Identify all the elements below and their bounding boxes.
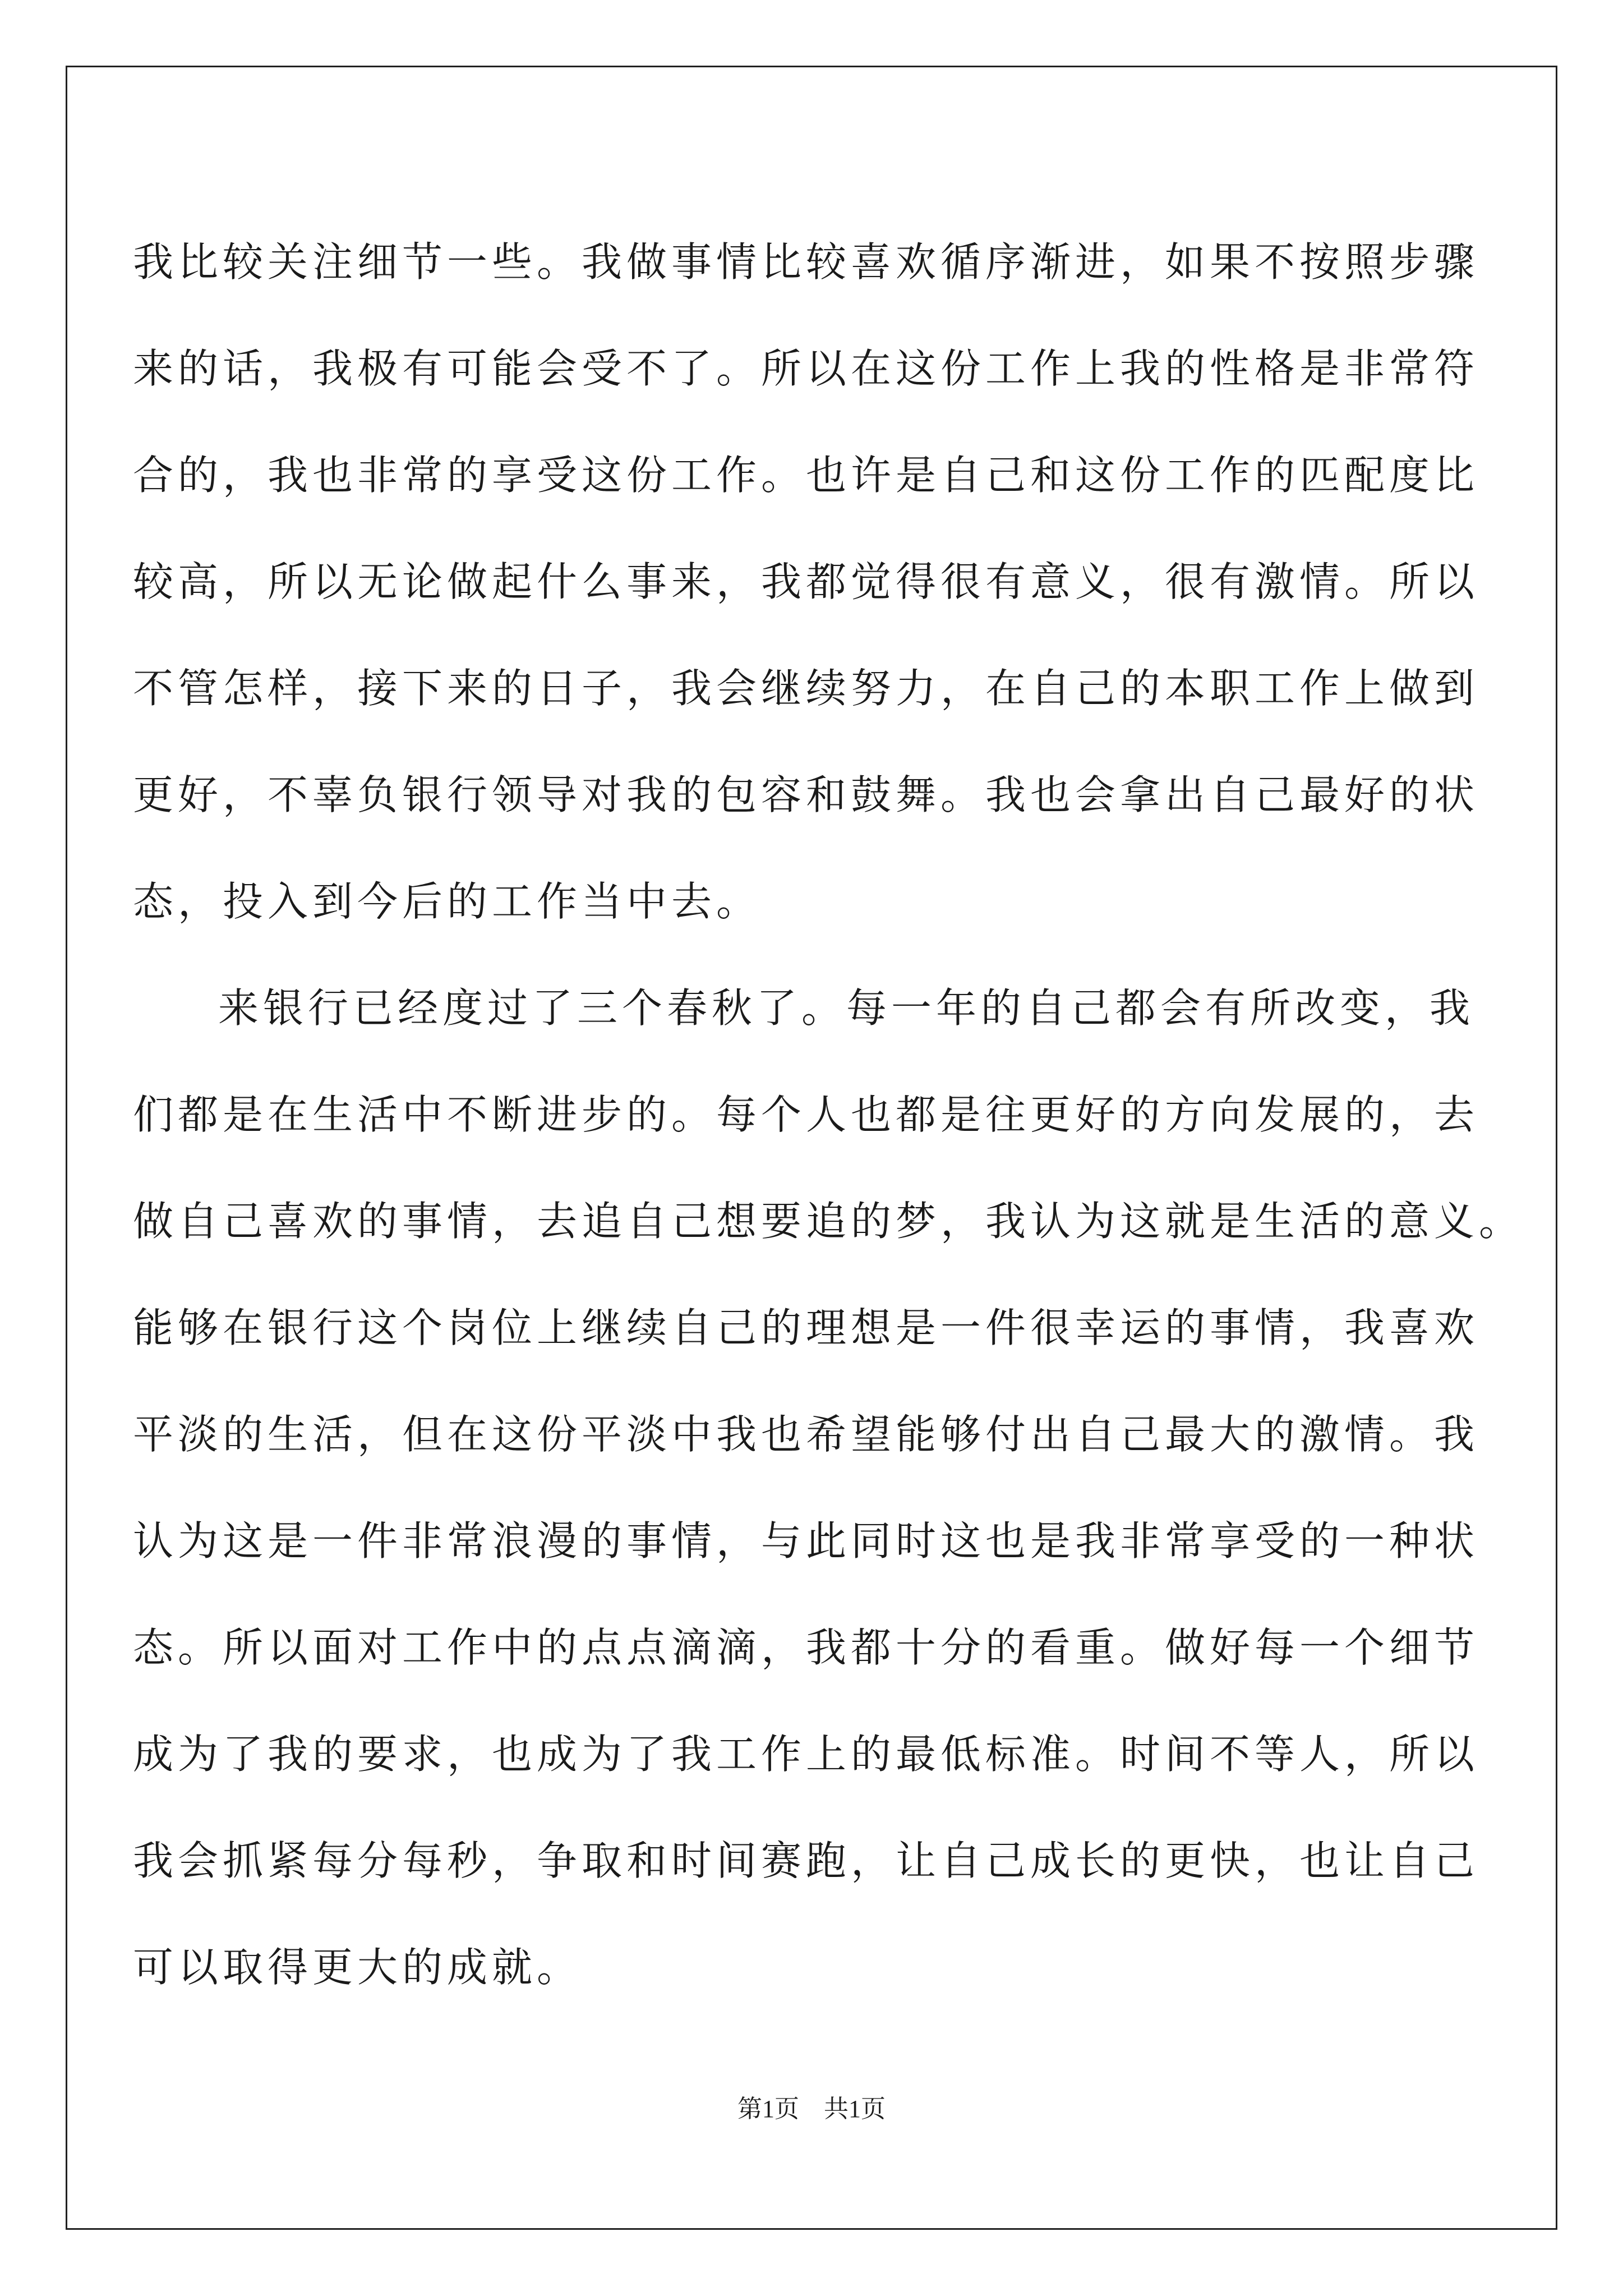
text-line: 平淡的生活，但在这份平淡中我也希望能够付出自己最大的激情。我 [133, 1411, 1479, 1458]
text-line: 认为这是一件非常浪漫的事情，与此同时这也是我非常享受的一种状 [133, 1517, 1479, 1565]
text-line: 合的，我也非常的享受这份工作。也许是自己和这份工作的匹配度比 [133, 452, 1479, 499]
document-body [133, 209, 1524, 2021]
page-number-footer: 第1页 共1页 [737, 2095, 886, 2123]
text-line: 能够在银行这个岗位上继续自己的理想是一件很幸运的事情，我喜欢 [133, 1304, 1479, 1351]
text-line: 们都是在生活中不断进步的。每个人也都是往更好的方向发展的，去 [133, 1091, 1479, 1138]
text-line: 态，投入到今后的工作当中去。 [133, 878, 762, 925]
text-line: 成为了我的要求，也成为了我工作上的最低标准。时间不等人，所以 [133, 1731, 1479, 1778]
text-line: 可以取得更大的成就。 [133, 1944, 582, 1991]
text-line: 更好，不辜负银行领导对我的包容和鼓舞。我也会拿出自己最好的状 [133, 771, 1479, 818]
text-line: 我比较关注细节一些。我做事情比较喜欢循序渐进，如果不按照步骤 [133, 238, 1479, 286]
text-line: 较高，所以无论做起什么事来，我都觉得很有意义，很有激情。所以 [133, 558, 1479, 605]
text-line: 来的话，我极有可能会受不了。所以在这份工作上我的性格是非常符 [133, 345, 1479, 392]
text-line: 做自己喜欢的事情，去追自己想要追的梦，我认为这就是生活的意义。 [133, 1198, 1524, 1245]
text-line: 我会抓紧每分每秒，争取和时间赛跑，让自己成长的更快，也让自己 [133, 1837, 1479, 1884]
text-line: 不管怎样，接下来的日子，我会继续努力，在自己的本职工作上做到 [133, 665, 1479, 712]
text-line: 来银行已经度过了三个春秋了。每一年的自己都会有所改变，我 [218, 984, 1475, 1032]
text-line: 态。所以面对工作中的点点滴滴，我都十分的看重。做好每一个细节 [133, 1624, 1479, 1671]
